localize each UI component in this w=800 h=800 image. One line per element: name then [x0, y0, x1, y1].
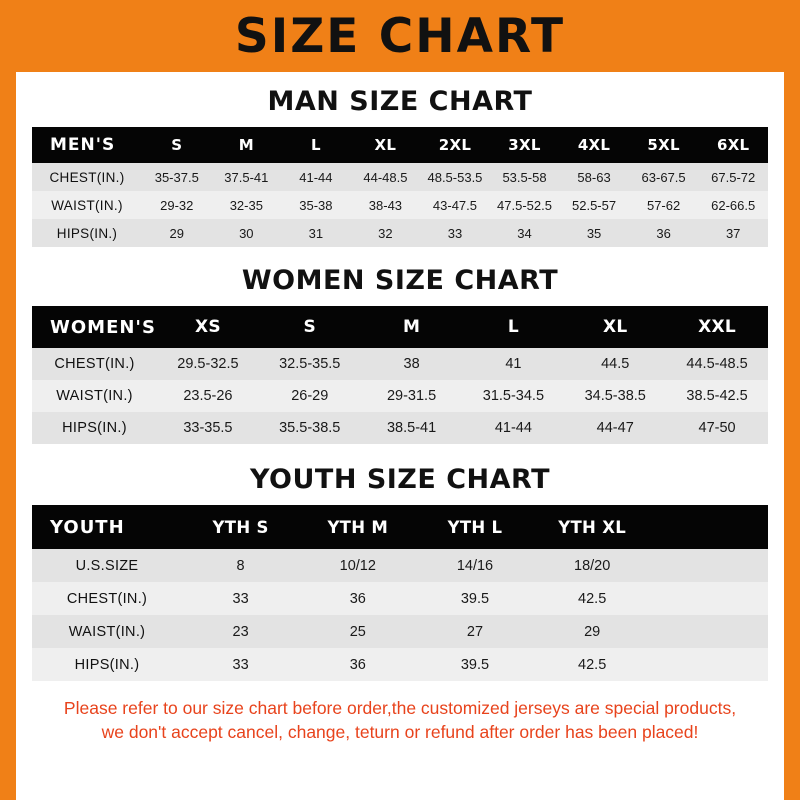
- youth-header-spacer: [651, 505, 768, 549]
- table-header-row: [32, 306, 768, 348]
- cell: 29.5-32.5: [177, 356, 239, 372]
- man-header-5xl: 5XL: [647, 136, 680, 154]
- youth-header-m: YTH M: [327, 517, 389, 537]
- cell: 39.5: [460, 656, 490, 673]
- women-row-chest-label: CHEST(IN.): [54, 356, 135, 372]
- cell: 29-31.5: [386, 388, 437, 404]
- cell: 38.5-41: [386, 420, 437, 436]
- cell: 52.5-57: [572, 197, 617, 213]
- table-row: [32, 549, 768, 582]
- cell: 29: [169, 225, 184, 241]
- cell: 43-47.5: [432, 197, 477, 213]
- women-row-waist-label: WAIST(IN.): [56, 388, 133, 404]
- cell: 44.5: [601, 356, 630, 372]
- cell: 41: [505, 356, 522, 372]
- order-notice-line-2: we don't accept cancel, change, teturn or refund after order has been placed!: [101, 721, 699, 742]
- man-row-chest-label: CHEST(IN.): [49, 169, 125, 185]
- table-row: [32, 648, 768, 681]
- table-row: [32, 348, 768, 380]
- cell-spacer: [651, 615, 768, 648]
- youth-section-title: YOUTH SIZE CHART: [249, 464, 551, 495]
- youth-header-label: YOUTH: [50, 516, 125, 538]
- cell-spacer: [651, 582, 768, 615]
- table-row: [32, 582, 768, 615]
- cell: 26-29: [291, 388, 329, 404]
- man-header-6xl: 6XL: [716, 136, 750, 154]
- order-notice-line-1: Please refer to our size chart before order,the customized jerseys are special products,: [63, 698, 737, 718]
- youth-row-chest-label: CHEST(IN.): [66, 590, 148, 607]
- cell: 8: [236, 557, 245, 574]
- man-table-head: [32, 127, 768, 163]
- youth-header-s: YTH S: [212, 517, 269, 537]
- man-row-hips-label: HIPS(IN.): [56, 225, 118, 241]
- cell: 36: [349, 590, 366, 607]
- table-header-row: [32, 127, 768, 163]
- cell: 41-44: [299, 169, 333, 185]
- cell: 58-63: [577, 169, 611, 185]
- cell: 44-48.5: [363, 169, 408, 185]
- cell: 42.5: [578, 590, 607, 607]
- women-header-label: WOMEN'S: [50, 316, 156, 338]
- women-size-table: [32, 306, 768, 444]
- cell: 67.5-72: [711, 169, 756, 185]
- man-header-m: M: [238, 136, 254, 154]
- women-header-m: M: [402, 317, 421, 337]
- cell-spacer: [651, 549, 768, 582]
- women-table-block: [32, 306, 768, 444]
- man-table-block: [32, 127, 768, 247]
- cell: 36: [349, 656, 366, 673]
- women-header-s: S: [303, 317, 317, 337]
- women-header-xs: XS: [194, 317, 221, 337]
- man-header-3xl: 3XL: [508, 136, 541, 154]
- cell: 62-66.5: [711, 197, 756, 213]
- cell: 57-62: [646, 197, 681, 213]
- man-header-l: L: [310, 136, 321, 154]
- cell: 31.5-34.5: [482, 388, 545, 404]
- cell: 32.5-35.5: [279, 356, 341, 372]
- cell-spacer: [651, 648, 768, 681]
- cell: 38: [403, 356, 420, 372]
- table-row: [32, 191, 768, 219]
- man-table-body: [32, 163, 768, 247]
- women-header-l: L: [507, 317, 519, 337]
- man-header-xl: XL: [374, 136, 397, 154]
- cell: 32-35: [229, 197, 263, 213]
- cell: 48.5-53.5: [427, 169, 483, 185]
- cell: 41-44: [494, 420, 532, 436]
- man-section-title: MAN SIZE CHART: [267, 86, 533, 117]
- cell: 29: [584, 623, 601, 640]
- youth-table-head: [32, 505, 768, 549]
- cell: 42.5: [578, 656, 607, 673]
- cell: 35-37.5: [154, 169, 199, 185]
- youth-table-body: [32, 549, 768, 681]
- women-table-body: [32, 348, 768, 444]
- cell: 23.5-26: [183, 388, 233, 404]
- table-row: [32, 615, 768, 648]
- table-header-row: [32, 505, 768, 549]
- table-row: [32, 163, 768, 191]
- cell: 23: [232, 623, 249, 640]
- cell: 33: [232, 590, 249, 607]
- cell: 33: [447, 225, 463, 241]
- banner-title: SIZE CHART: [234, 8, 566, 64]
- cell: 36: [656, 225, 671, 241]
- cell: 31: [308, 225, 324, 241]
- man-header-s: S: [171, 136, 183, 154]
- man-header-4xl: 4XL: [577, 136, 611, 154]
- cell: 38-43: [368, 197, 403, 213]
- man-row-waist-label: WAIST(IN.): [51, 197, 123, 213]
- man-header-2xl: 2XL: [438, 136, 472, 154]
- man-header-label: MEN'S: [50, 135, 116, 155]
- table-row: [32, 412, 768, 444]
- cell: 44.5-48.5: [686, 356, 748, 372]
- cell: 30: [239, 225, 254, 241]
- cell: 29-32: [160, 197, 194, 213]
- youth-size-table: [32, 505, 768, 681]
- women-table-head: [32, 306, 768, 348]
- cell: 35.5-38.5: [279, 420, 341, 436]
- cell: 33: [232, 656, 249, 673]
- cell: 34: [517, 225, 532, 241]
- youth-row-hips-label: HIPS(IN.): [74, 656, 140, 673]
- cell: 35-38: [299, 197, 333, 213]
- table-row: [32, 219, 768, 247]
- cell: 53.5-58: [502, 169, 547, 185]
- man-size-table: [32, 127, 768, 247]
- cell: 10/12: [339, 557, 376, 574]
- cell: 47-50: [698, 420, 736, 436]
- cell: 34.5-38.5: [584, 388, 646, 404]
- cell: 39.5: [460, 590, 490, 607]
- cell: 37: [725, 225, 741, 241]
- table-row: [32, 380, 768, 412]
- cell: 18/20: [574, 557, 611, 574]
- cell: 44-47: [596, 420, 634, 436]
- women-section-title: WOMEN SIZE CHART: [241, 265, 559, 296]
- cell: 35: [586, 225, 602, 241]
- cell: 38.5-42.5: [686, 388, 748, 404]
- cell: 14/16: [456, 557, 494, 574]
- youth-row-ussize-label: U.S.SIZE: [75, 557, 139, 574]
- cell: 47.5-52.5: [497, 197, 552, 213]
- cell: 63-67.5: [641, 169, 686, 185]
- women-header-xxl: XXL: [698, 317, 737, 337]
- cell: 27: [466, 623, 484, 640]
- youth-header-xl: YTH XL: [558, 517, 627, 537]
- cell: 33-35.5: [183, 420, 233, 436]
- banner: [0, 0, 800, 72]
- youth-row-waist-label: WAIST(IN.): [68, 623, 146, 640]
- chart-content: [16, 86, 784, 744]
- youth-table-block: [32, 505, 768, 681]
- cell: 32: [378, 225, 393, 241]
- cell: 25: [349, 623, 366, 640]
- women-header-xl: XL: [602, 317, 628, 337]
- women-row-hips-label: HIPS(IN.): [62, 420, 127, 436]
- order-notice: [32, 697, 768, 744]
- cell: 37.5-41: [224, 169, 269, 185]
- youth-header-l: YTH L: [447, 517, 503, 537]
